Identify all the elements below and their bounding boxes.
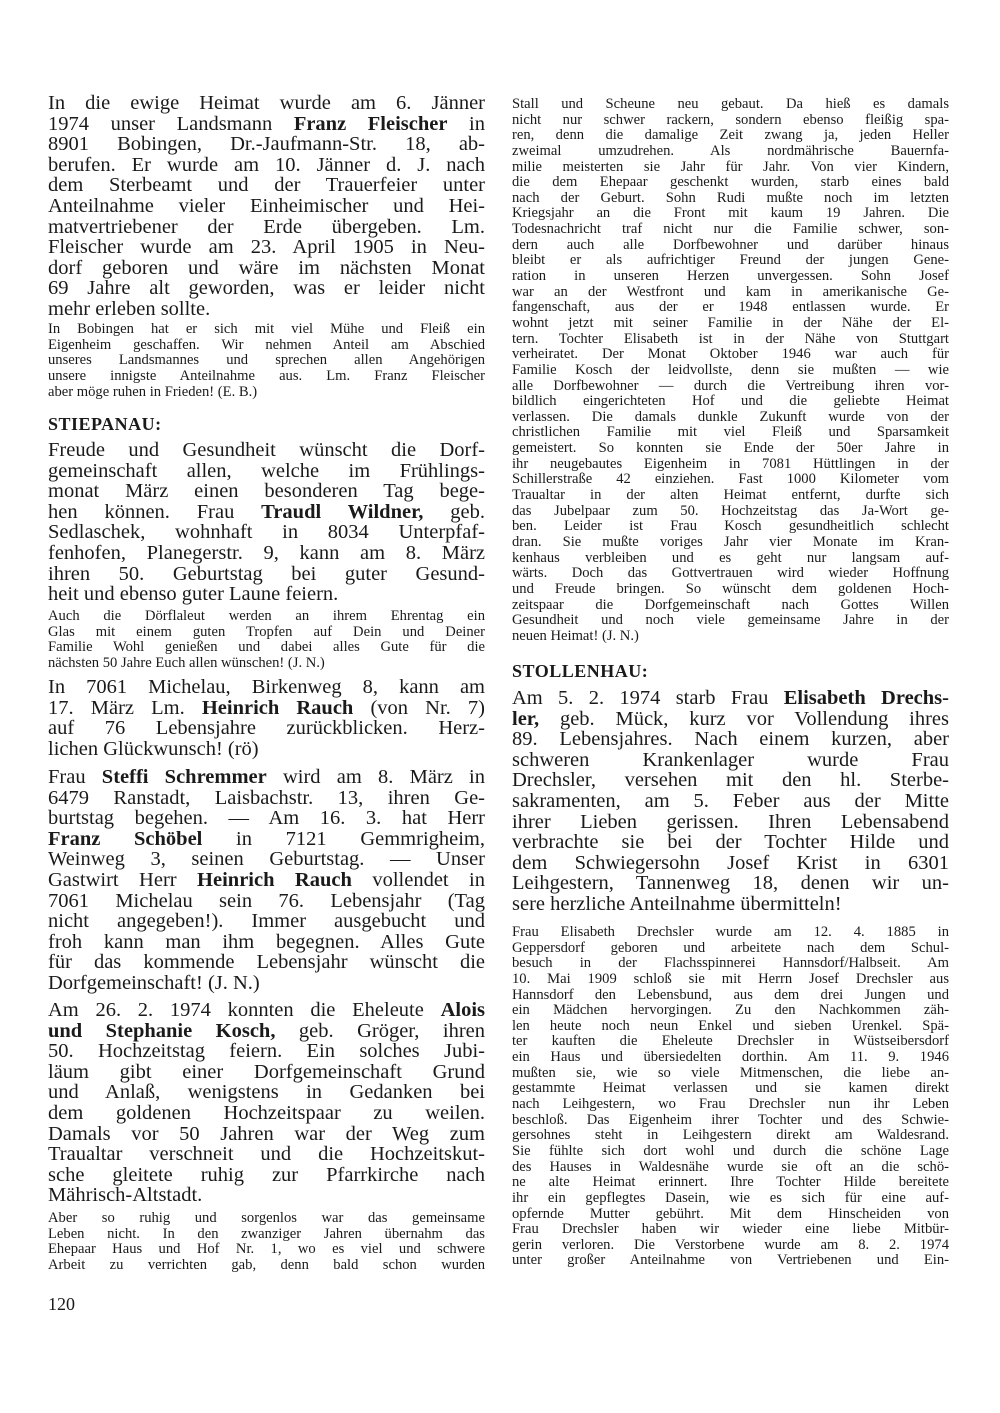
text-segment: dem goldenen Hochzeitspaar zu weilen. bbox=[48, 1101, 485, 1124]
text-segment: monat März einen besonderen Tag bege- bbox=[48, 480, 485, 503]
text-segment: ihr neugebautes Eigenheim in 7081 Hüttlingen in der bbox=[512, 455, 949, 472]
text-segment: Anteilnahme vieler Einheimischer und Hei- bbox=[48, 194, 485, 217]
text-segment: kenhaus verbleiben und es geht nur langsam auf- bbox=[512, 549, 949, 566]
text-segment: aber möge ruhen in Frieden! (E. B.) bbox=[48, 383, 258, 400]
text-segment: 7061 Michelau sein 76. Lebensjahr (Tag bbox=[48, 889, 485, 912]
text-segment: für das kommende Lebensjahr wünscht die bbox=[48, 951, 485, 974]
text-line bbox=[512, 535, 949, 551]
bold-name: Heinrich Rauch bbox=[197, 868, 352, 891]
text-line bbox=[48, 870, 485, 891]
text-segment: gerin verloren. Die Verstorbene wurde am 8. 2. 1974 bbox=[512, 1236, 949, 1253]
text-segment: dern auch alle Dorfbewohner und darüber hinaus bbox=[512, 236, 949, 253]
text-line bbox=[512, 853, 949, 874]
text-segment: Hannsdorf den Lebensbund, aus dem drei Jungen und bbox=[512, 986, 949, 1003]
text-line bbox=[48, 440, 485, 461]
text-line bbox=[512, 1034, 949, 1050]
text-segment: 69 Jahre alt geworden, was er leider nicht bbox=[48, 277, 485, 300]
text-segment: heit und ebenso guter Laune feiern. bbox=[48, 583, 339, 606]
text-segment: Frau Drechsler haben wir wieder eine liebe Mitbür- bbox=[512, 1221, 949, 1238]
text-segment: 1974 unser Landsmann bbox=[48, 112, 294, 135]
text-line bbox=[512, 894, 949, 915]
text-segment: verlassen. Die damals dunkle Zukunft wurde von der bbox=[512, 408, 949, 425]
bold-name: ler, bbox=[512, 707, 540, 730]
text-segment: besuch in der Flachsspinnerei Hannsdorf/Halbseit. Am bbox=[512, 955, 949, 972]
text-line bbox=[48, 385, 485, 401]
text-segment: Freude und Gesundheit wünscht die Dorf- bbox=[48, 439, 485, 461]
text-segment: war an der Westfront und kam in amerikanische Ge- bbox=[512, 283, 949, 300]
text-segment: fenhofen, Planegerstr. 9, kann am 8. März bbox=[48, 541, 485, 564]
text-line bbox=[512, 770, 949, 791]
text-segment: in 7121 Gemmrigheim, bbox=[202, 827, 485, 850]
text-segment: ihren 50. Geburtstag bei guter Gesund- bbox=[48, 562, 485, 585]
text-segment: und Anlaß, wenigstens in Gedanken bei bbox=[48, 1081, 485, 1104]
text-segment: In die ewige Heimat wurde am 6. Jänner bbox=[48, 92, 485, 114]
text-segment: Am 26. 2. 1974 konnten die Eheleute bbox=[48, 999, 441, 1021]
text-segment: sakramenten, am 5. Feber aus der Mitte bbox=[512, 789, 949, 812]
text-line bbox=[512, 379, 949, 395]
text-line bbox=[48, 155, 485, 176]
text-segment: (von Nr. 7) bbox=[353, 696, 485, 719]
text-segment: nächsten 50 Jahre Euch allen wünschen! (J. N.) bbox=[48, 654, 325, 671]
text-segment: hen können. Frau bbox=[48, 500, 262, 523]
text-line bbox=[512, 1222, 949, 1238]
text-line bbox=[48, 217, 485, 238]
text-segment: nach Leihgestern, wo Frau Drechsler nun ihr Leben bbox=[512, 1096, 949, 1113]
text-line bbox=[512, 425, 949, 441]
text-line bbox=[512, 613, 949, 629]
text-segment: christlichen Familie mit viel Fleiß und Sparsamkeit bbox=[512, 424, 949, 441]
text-line bbox=[48, 114, 485, 135]
text-segment: Dorfgemeinschaft! (J. N.) bbox=[48, 971, 260, 994]
text-line bbox=[512, 1081, 949, 1097]
text-line bbox=[48, 808, 485, 829]
text-line bbox=[512, 519, 949, 535]
text-segment: und Freude bringen. So wünscht dem goldenen Hoch- bbox=[512, 580, 949, 597]
bold-name: und Stephanie Kosch, bbox=[48, 1019, 276, 1042]
text-line bbox=[48, 1062, 485, 1083]
text-line bbox=[512, 222, 949, 238]
text-line bbox=[512, 629, 949, 645]
text-segment: gestammte Heimat verlassen und sie kamen direkt bbox=[512, 1080, 949, 1097]
text-line bbox=[512, 316, 949, 332]
text-line bbox=[512, 160, 949, 176]
text-segment: Traualtar verschneit und die Hochzeitskut- bbox=[48, 1143, 485, 1166]
text-segment: alle Dorfbewohner — durch die Vertreibung ihren vor- bbox=[512, 377, 949, 394]
text-segment: Kriegsjahr an die Front mit kaum 19 Jahren. Die bbox=[512, 205, 949, 222]
text-segment: unsere innigste Anteilnahme aus. Lm. Franz Fleischer bbox=[48, 367, 485, 384]
text-segment: ter kauften die Eheleute Drechsler in Wüstseibersdorf bbox=[512, 1033, 949, 1050]
text-line bbox=[512, 1175, 949, 1191]
text-segment: milie meisterten sie Jahr für Jahr. Von vier Kindern, bbox=[512, 158, 949, 175]
text-segment: wärts. Doch das Gottvertrauen wird wieder Hoffnung bbox=[512, 565, 949, 582]
text-line bbox=[48, 338, 485, 354]
text-segment: läum gibt einer Dorfgemeinschaft Grund bbox=[48, 1060, 485, 1083]
bold-name: Franz Schöbel bbox=[48, 827, 203, 850]
text-segment: lichen Glückwunsch! (rö) bbox=[48, 737, 259, 760]
small-print-paragraph bbox=[512, 925, 949, 1269]
text-segment: Leben nicht. In den zwanziger Jahren übernahm das bbox=[48, 1225, 485, 1242]
text-line bbox=[512, 1003, 949, 1019]
text-segment: Mährisch-Altstadt. bbox=[48, 1184, 203, 1207]
text-line bbox=[512, 1050, 949, 1066]
text-segment: len heute noch neun Enkel und sieben Urenkel. Spä- bbox=[512, 1017, 949, 1034]
text-line bbox=[512, 410, 949, 426]
text-segment: gersohnes steht in Leihgestern direkt am Waldesrand. bbox=[512, 1127, 949, 1144]
text-line bbox=[48, 1041, 485, 1062]
text-line bbox=[48, 952, 485, 973]
text-line bbox=[48, 1000, 485, 1021]
bold-name: Alois bbox=[440, 999, 485, 1021]
text-segment: Leihgestern, Tannenweg 18, denen wir un- bbox=[512, 872, 949, 895]
text-line bbox=[48, 849, 485, 870]
text-line bbox=[48, 502, 485, 523]
text-segment: mußten sie, wie so viele Mitmenschen, die liebe an- bbox=[512, 1064, 949, 1081]
text-line bbox=[512, 347, 949, 363]
text-segment: matvertriebener der Erde übergeben. Lm. bbox=[48, 215, 485, 238]
text-line bbox=[512, 1144, 949, 1160]
bold-name: Traudl Wildner, bbox=[261, 500, 424, 523]
text-segment: in bbox=[447, 112, 486, 135]
text-line bbox=[48, 258, 485, 279]
text-segment: sche gleitete ruhig zur Pfarrkirche nach bbox=[48, 1163, 485, 1186]
text-segment: Traualtar in der alten Heimat entfernt, durfte sich bbox=[512, 487, 949, 504]
text-line bbox=[512, 729, 949, 750]
text-line bbox=[48, 353, 485, 369]
text-segment: 6479 Ranstadt, Laisbachstr. 13, ihren Ge- bbox=[48, 786, 485, 809]
text-segment: die dem Ehepaar geschenkt wurden, starb eines bald bbox=[512, 174, 949, 191]
text-line bbox=[512, 1207, 949, 1223]
text-segment: nicht angegeben!). Immer ausgebucht und bbox=[48, 910, 485, 933]
text-line bbox=[512, 988, 949, 1004]
text-segment: In Bobingen hat er sich mit viel Mühe und Fleiß ein bbox=[48, 321, 485, 337]
text-line bbox=[48, 93, 485, 114]
text-line bbox=[48, 609, 485, 625]
text-segment: nach der Geburt. Sohn Rudi mußte noch im letzten bbox=[512, 189, 949, 206]
text-line bbox=[512, 206, 949, 222]
text-line bbox=[512, 97, 949, 113]
text-segment: geb. Gröger, ihren bbox=[275, 1019, 485, 1042]
text-line bbox=[512, 812, 949, 833]
text-segment: verheiratet. Der Monat Oktober 1946 war auch für bbox=[512, 346, 949, 363]
text-segment: dem Schwiegersohn Josef Krist in 6301 bbox=[512, 851, 949, 874]
section-heading: STOLLENHAU: bbox=[512, 661, 649, 681]
text-segment: burtstag begehen. — Am 16. 3. hat Herr bbox=[48, 807, 485, 830]
text-segment: unter großer Anteilnahme von Vertriebenen und Ein- bbox=[512, 1252, 949, 1269]
text-segment: 89. Lebensjahres. Nach einem kurzen, aber bbox=[512, 728, 949, 751]
text-line bbox=[48, 625, 485, 641]
text-segment: Sie fühlte sich dort wohl und durch die schöne Lage bbox=[512, 1142, 949, 1159]
text-line bbox=[512, 269, 949, 285]
text-segment: des Hauses in Waldesnähe wurde sie oft an die schö- bbox=[512, 1158, 949, 1175]
text-line bbox=[512, 1253, 949, 1269]
text-line bbox=[48, 278, 485, 299]
text-line bbox=[512, 504, 949, 520]
text-line bbox=[48, 1165, 485, 1186]
text-segment: Familie Kosch der leidvollste, denn sie mußten — wie bbox=[512, 361, 949, 378]
text-line bbox=[48, 175, 485, 196]
text-line bbox=[48, 739, 485, 760]
text-line bbox=[512, 832, 949, 853]
text-segment: verbrachte sie bei der Tochter Hilde und bbox=[512, 831, 949, 854]
text-segment: Familie Wohl genießen und dabei alles Gute für die bbox=[48, 639, 485, 656]
text-line bbox=[48, 640, 485, 656]
text-segment: bildlich eingerichteten Hof und die geliebte Heimat bbox=[512, 393, 949, 410]
text-segment: ihrer Lieben gerissen. Ihren Lebensabend bbox=[512, 810, 949, 833]
text-segment: bleibt er als aufrichtiger Freund der jungen Gene- bbox=[512, 252, 949, 269]
text-segment: Weinweg 3, seinen Geburtstag. — Unser bbox=[48, 848, 485, 871]
text-line bbox=[48, 1185, 485, 1206]
article-paragraph bbox=[48, 440, 485, 605]
text-line bbox=[512, 941, 949, 957]
bold-name: Elisabeth Drechs- bbox=[783, 687, 949, 709]
text-line bbox=[48, 932, 485, 953]
article-paragraph bbox=[512, 688, 949, 915]
text-segment: froh kann man ihm begegnen. Alles Gute bbox=[48, 930, 485, 953]
bold-name: Franz Fleischer bbox=[293, 112, 448, 135]
text-segment: Arbeit zu verrichten gab, denn bald schon wurden bbox=[48, 1256, 485, 1273]
text-line bbox=[512, 750, 949, 771]
text-segment: Aber so ruhig und sorgenlos war das gemeinsame bbox=[48, 1210, 485, 1226]
text-segment: berufen. Er wurde am 10. Jänner d. J. nach bbox=[48, 153, 485, 176]
text-line bbox=[48, 564, 485, 585]
text-segment: ration in unseren Herzen unvergessen. Sohn Josef bbox=[512, 268, 949, 285]
text-line bbox=[48, 461, 485, 482]
text-line bbox=[48, 322, 485, 338]
text-segment: sere herzliche Anteilnahme übermitteln! bbox=[512, 892, 842, 915]
text-line bbox=[512, 551, 949, 567]
text-segment: In 7061 Michelau, Birkenweg 8, kann am bbox=[48, 676, 485, 698]
page-number: 120 bbox=[48, 1294, 75, 1314]
text-line bbox=[48, 788, 485, 809]
text-line bbox=[512, 791, 949, 812]
text-segment: Sedlaschek, wohnhaft in 8034 Unterpfaf- bbox=[48, 521, 485, 544]
text-line bbox=[512, 253, 949, 269]
text-line bbox=[48, 1021, 485, 1042]
text-segment: zeitspaar die Dorfgemeinschaft nach Gottes Willen bbox=[512, 596, 949, 613]
text-line bbox=[512, 1097, 949, 1113]
text-segment: auf 76 Lebensjahre zurückblicken. Herz- bbox=[48, 717, 485, 740]
text-line bbox=[512, 956, 949, 972]
article-paragraph bbox=[48, 767, 485, 994]
text-segment: Schillerstraße 42 einziehen. Fast 1000 Kilometer vom bbox=[512, 471, 949, 488]
text-segment: 8901 Bobingen, Dr.-Jaufmann-Str. 18, ab- bbox=[48, 133, 485, 156]
text-segment: Glas mit einem guten Tropfen auf Dein und Deiner bbox=[48, 623, 485, 640]
text-segment: ein Haus und übersiedelten dorthin. Am 11. 9. 1946 bbox=[512, 1049, 949, 1066]
text-line bbox=[48, 911, 485, 932]
text-line bbox=[48, 522, 485, 543]
text-line bbox=[512, 128, 949, 144]
text-line bbox=[48, 1258, 485, 1274]
text-line bbox=[48, 1103, 485, 1124]
text-line bbox=[512, 144, 949, 160]
text-segment: Frau Elisabeth Drechsler wurde am 12. 4. 1885 in bbox=[512, 924, 949, 940]
text-segment: unseres Landsmannes und sprechen allen Angehörigen bbox=[48, 352, 485, 369]
text-segment: Auch die Dörflaleut werden an ihrem Ehrentag ein bbox=[48, 608, 485, 624]
text-line bbox=[512, 457, 949, 473]
text-line bbox=[512, 113, 949, 129]
text-segment: Geppersdorf geboren und arbeitete nach dem Schul- bbox=[512, 939, 949, 956]
text-line bbox=[48, 543, 485, 564]
text-segment: geb. Mück, kurz vor Vollendung ihres bbox=[539, 707, 949, 730]
text-segment: Ehepaar Haus und Hof Nr. 1, wo es viel und schwere bbox=[48, 1241, 485, 1258]
text-segment: 17. März Lm. bbox=[48, 696, 202, 719]
text-line bbox=[512, 566, 949, 582]
text-line bbox=[512, 175, 949, 191]
text-line bbox=[48, 1242, 485, 1258]
text-line bbox=[512, 1160, 949, 1176]
small-print-paragraph bbox=[512, 97, 949, 644]
text-line bbox=[48, 1211, 485, 1227]
text-segment: geb. bbox=[423, 500, 485, 523]
text-segment: beschloß. Das Eigenheim ihrer Tochter und des Schwie- bbox=[512, 1111, 949, 1128]
text-line bbox=[512, 363, 949, 379]
text-line bbox=[48, 656, 485, 672]
text-line bbox=[512, 472, 949, 488]
text-segment: schweren Krankenlager wurde Frau bbox=[512, 748, 949, 771]
text-line bbox=[48, 369, 485, 385]
text-line bbox=[512, 1019, 949, 1035]
text-segment: neuen Heimat! (J. N.) bbox=[512, 627, 639, 644]
text-line bbox=[48, 134, 485, 155]
text-segment: Fleischer wurde am 23. April 1905 in Neu- bbox=[48, 236, 485, 259]
text-segment: Frau bbox=[48, 766, 102, 788]
text-line bbox=[48, 1227, 485, 1243]
text-line bbox=[512, 1191, 949, 1207]
text-line bbox=[48, 237, 485, 258]
text-line bbox=[48, 1144, 485, 1165]
text-line bbox=[512, 332, 949, 348]
text-line bbox=[512, 873, 949, 894]
text-line bbox=[512, 582, 949, 598]
text-segment: dem Sterbeamt und der Trauerfeier unter bbox=[48, 174, 485, 197]
text-segment: vollendet in bbox=[351, 868, 486, 891]
text-line bbox=[48, 1124, 485, 1145]
text-segment: ein Mädchen hervorgingen. Zu den Nachkommen zäh- bbox=[512, 1002, 949, 1019]
text-segment: gemeistert. So konnten sie Ende der 50er Jahre in bbox=[512, 440, 949, 457]
bold-name: Heinrich Rauch bbox=[201, 696, 354, 719]
text-line bbox=[512, 1238, 949, 1254]
text-segment: mehr erleben sollte. bbox=[48, 297, 211, 320]
text-line bbox=[48, 196, 485, 217]
text-segment: wird am 8. März in bbox=[266, 766, 485, 788]
small-print-paragraph bbox=[48, 322, 485, 400]
text-line bbox=[512, 709, 949, 730]
text-line bbox=[48, 584, 485, 605]
text-segment: Damals vor 50 Jahren war der Weg zum bbox=[48, 1122, 485, 1145]
text-line bbox=[512, 300, 949, 316]
text-line bbox=[512, 1113, 949, 1129]
text-line bbox=[512, 441, 949, 457]
text-line bbox=[512, 688, 949, 709]
text-line bbox=[512, 1066, 949, 1082]
text-segment: gemeinschaft allen, welche im Frühlings- bbox=[48, 459, 485, 482]
text-segment: dran. Sie mußte voriges Jahr vier Monate im Kran- bbox=[512, 533, 949, 550]
text-segment: Todesnachricht traf nicht nur die Familie schwer, son- bbox=[512, 221, 949, 238]
text-line bbox=[512, 285, 949, 301]
article-paragraph bbox=[48, 1000, 485, 1206]
text-line bbox=[512, 394, 949, 410]
text-segment: ben. Leider ist Frau Kosch gesundheitlich schlecht bbox=[512, 518, 949, 535]
text-segment: 50. Hochzeitstag feiern. Ein solches Jubi- bbox=[48, 1040, 485, 1063]
text-line bbox=[48, 973, 485, 994]
text-segment: ne alte Heimat erinnert. Ihre Tochter Hilde bereitete bbox=[512, 1174, 949, 1191]
text-segment: Gastwirt Herr bbox=[48, 868, 198, 891]
text-segment: dorf geboren und wäre im nächsten Monat bbox=[48, 256, 485, 279]
text-line bbox=[512, 972, 949, 988]
text-line bbox=[48, 891, 485, 912]
text-segment: tern. Tochter Elisabeth ist in der Nähe von Stuttgart bbox=[512, 330, 949, 347]
bold-name: Steffi Schremmer bbox=[101, 766, 267, 788]
text-segment: wohnt jetzt mit seiner Familie in der Nähe der El- bbox=[512, 314, 949, 331]
text-line bbox=[512, 598, 949, 614]
small-print-paragraph bbox=[48, 1211, 485, 1274]
text-segment: 10. Mai 1909 schloß sie mit Herrn Josef Drechsler aus bbox=[512, 970, 949, 987]
text-line bbox=[48, 718, 485, 739]
text-segment: Am 5. 2. 1974 starb Frau bbox=[512, 687, 784, 709]
text-segment: Eigenheim geschaffen. Wir nehmen Anteil am Abschied bbox=[48, 336, 485, 353]
text-segment: das Jubelpaar zum 50. Hochzeitstag das Ja-Wort ge- bbox=[512, 502, 949, 519]
text-line bbox=[512, 238, 949, 254]
text-segment: opfernde Mutter gebührt. Mit dem Hinscheiden von bbox=[512, 1205, 949, 1222]
small-print-paragraph bbox=[48, 609, 485, 672]
text-segment: ihr ein gepflegtes Dasein, wie es sich für eine auf- bbox=[512, 1189, 949, 1206]
text-line bbox=[48, 698, 485, 719]
text-line bbox=[512, 488, 949, 504]
text-segment: nicht nur schwer rackern, sondern ebenso fleißig spa- bbox=[512, 111, 949, 128]
text-line bbox=[512, 925, 949, 941]
text-segment: Gesundheit und noch viele gemeinsame Jahre in der bbox=[512, 612, 949, 629]
text-line bbox=[48, 1082, 485, 1103]
text-line bbox=[512, 191, 949, 207]
text-line bbox=[48, 299, 485, 320]
text-segment: Stall und Scheune neu gebaut. Da hieß es damals bbox=[512, 96, 949, 112]
text-line bbox=[48, 829, 485, 850]
section-heading: STIEPANAU: bbox=[48, 414, 162, 434]
text-line bbox=[48, 481, 485, 502]
text-segment: Drechsler, versehen mit den hl. Sterbe- bbox=[512, 769, 949, 792]
article-paragraph bbox=[48, 93, 485, 320]
text-segment: zweimal umzudrehen. Als nordmährische Bauernfa- bbox=[512, 142, 949, 159]
text-line bbox=[512, 1128, 949, 1144]
article-paragraph bbox=[48, 677, 485, 759]
text-segment: fangenschaft, aus der er 1948 entlassen wurde. Er bbox=[512, 299, 949, 316]
text-line bbox=[48, 677, 485, 698]
text-segment: ren, denn die damalige Zeit zwang ja, jeden Heller bbox=[512, 127, 949, 144]
text-line bbox=[48, 767, 485, 788]
